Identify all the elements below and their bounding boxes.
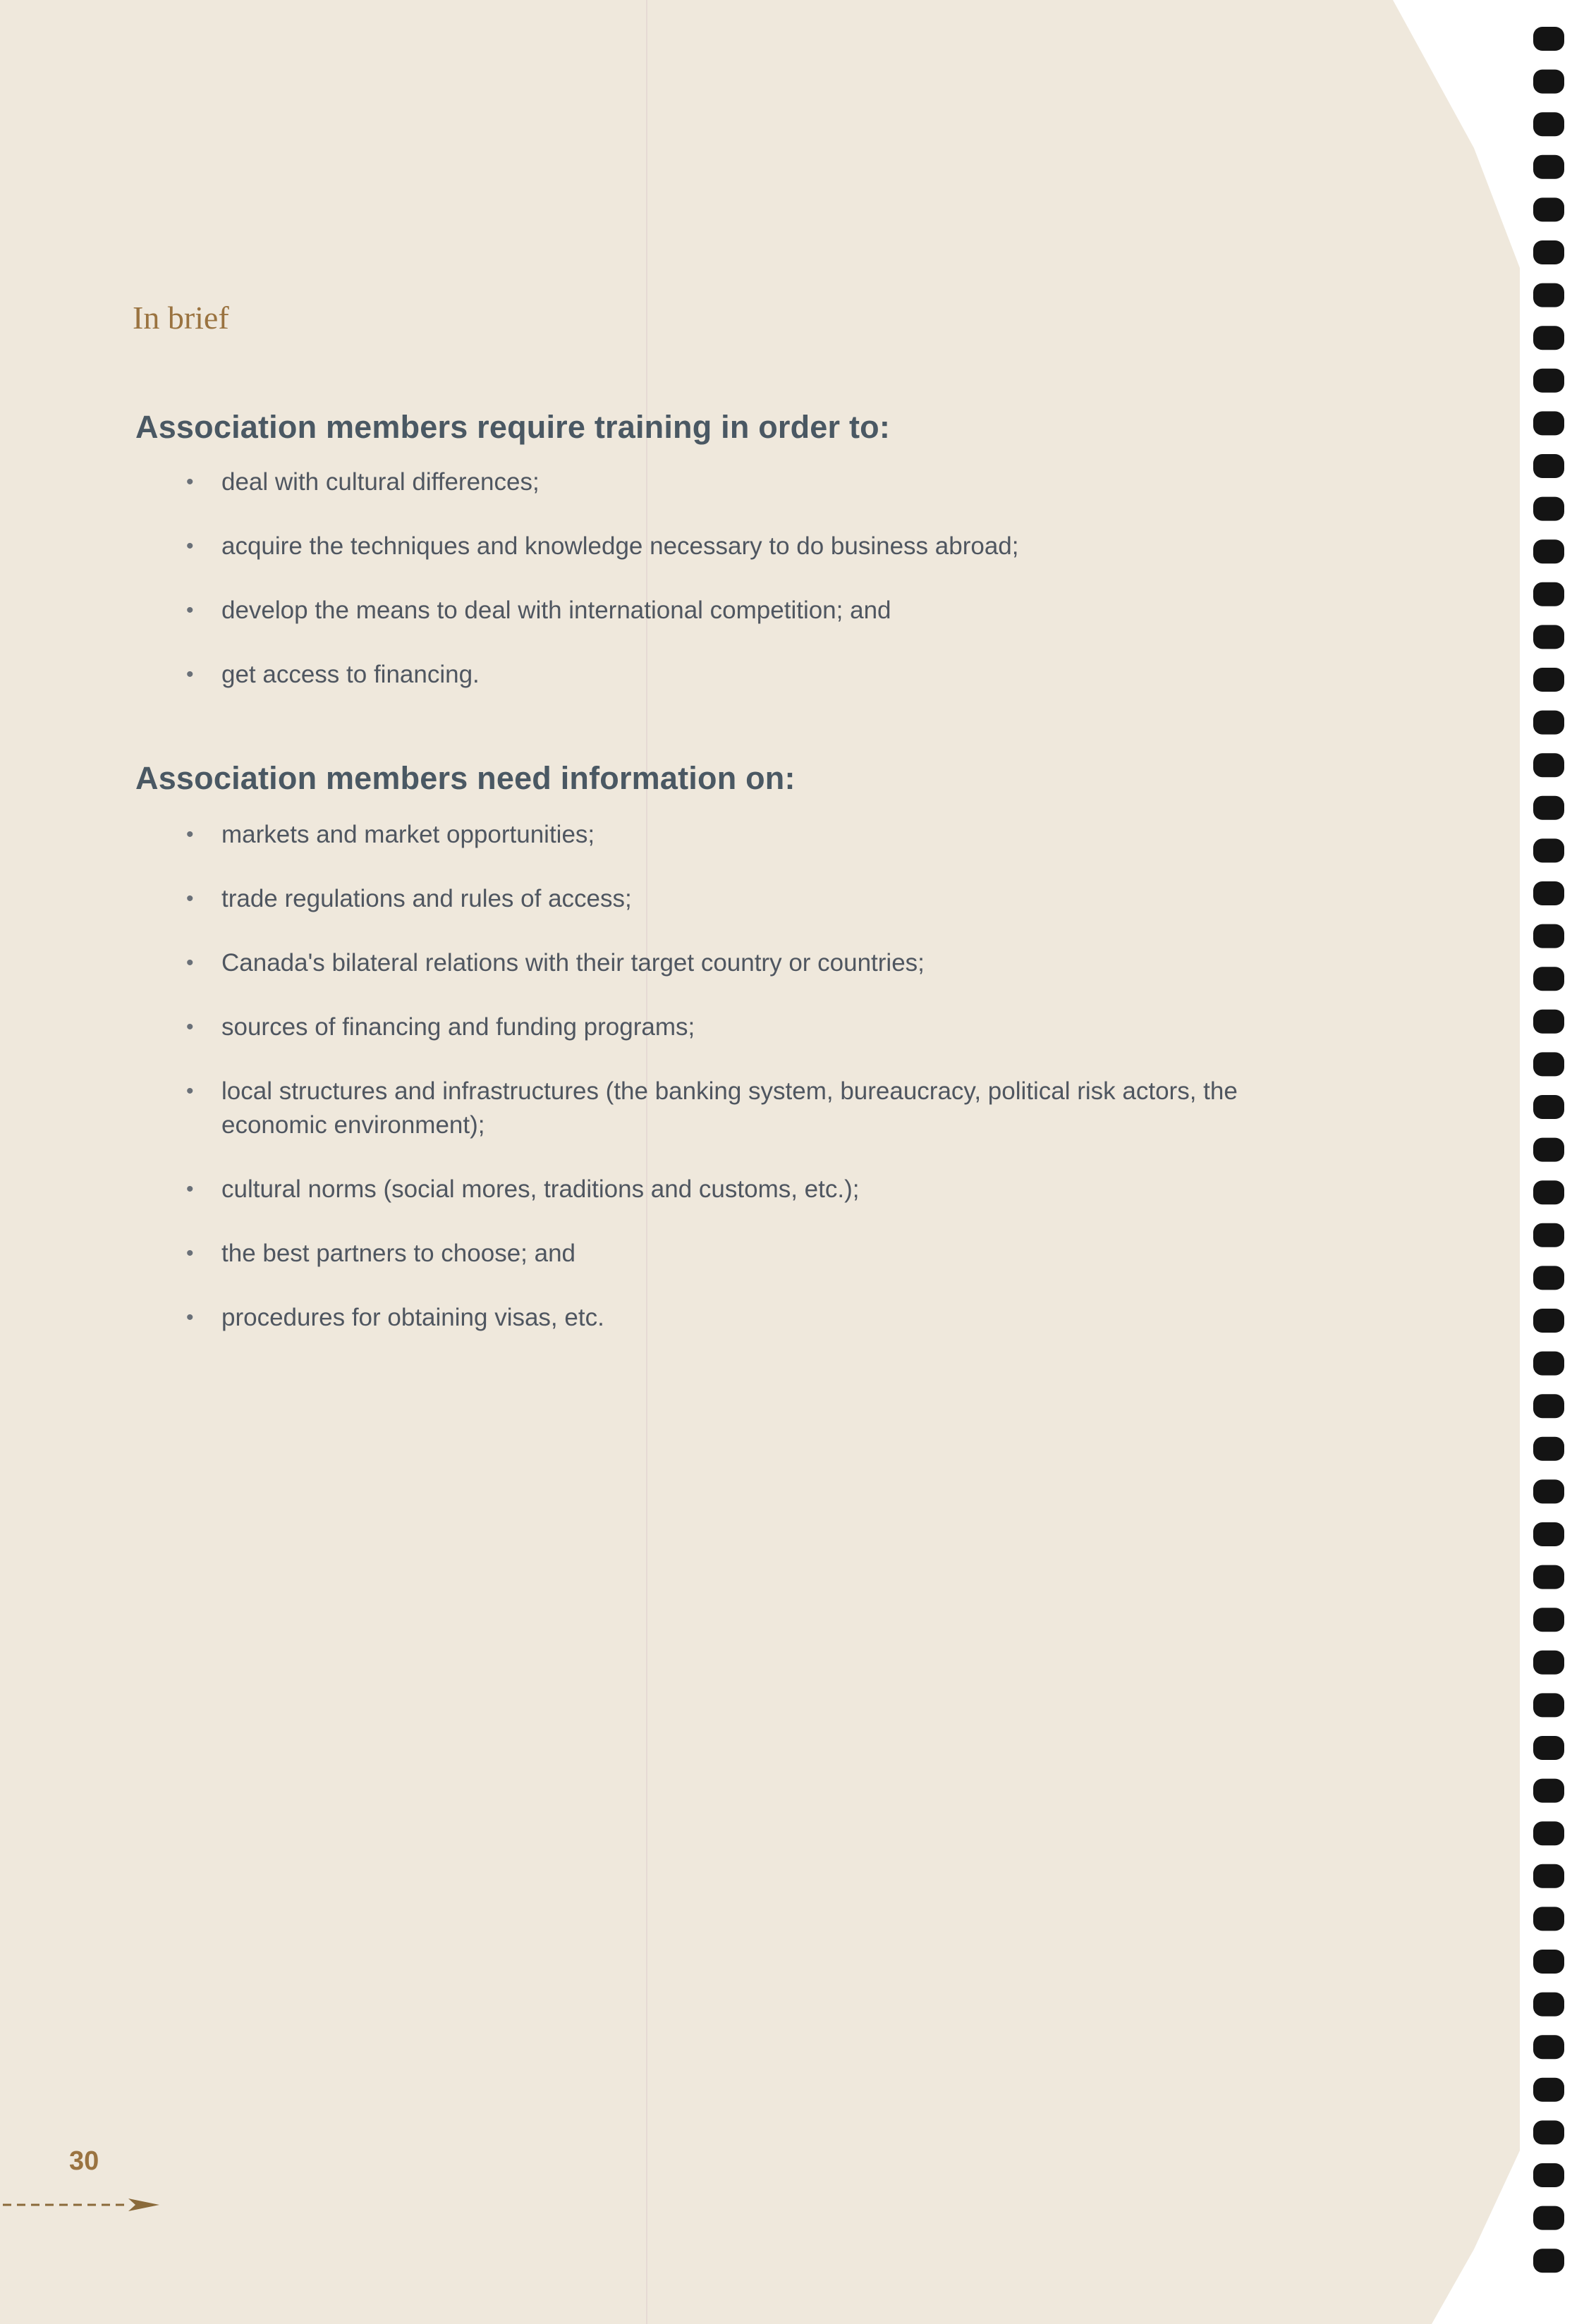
spiral-hole-icon: [1533, 1394, 1564, 1418]
list-item-text: the best partners to choose; and: [221, 1240, 575, 1267]
bullet-dot-icon: •: [186, 1242, 194, 1265]
spiral-hole-icon: [1533, 1095, 1564, 1119]
list-item: [183, 530, 1298, 563]
spiral-hole-icon: [1533, 1479, 1564, 1503]
spiral-hole-icon: [1533, 497, 1564, 521]
spiral-hole-icon: [1533, 711, 1564, 735]
spiral-hole-icon: [1533, 582, 1564, 606]
list-item: [183, 946, 1298, 980]
information-list: [183, 818, 1298, 1365]
list-item: [183, 1075, 1298, 1142]
spiral-hole-icon: [1533, 70, 1564, 94]
spiral-hole-icon: [1533, 1907, 1564, 1931]
bullet-dot-icon: •: [186, 534, 194, 558]
bullet-dot-icon: •: [186, 599, 194, 622]
spiral-hole-icon: [1533, 155, 1564, 179]
spiral-hole-icon: [1533, 924, 1564, 948]
spiral-hole-icon: [1533, 369, 1564, 393]
list-item: [183, 658, 1298, 692]
list-item-text: get access to financing.: [221, 661, 480, 688]
spiral-hole-icon: [1533, 27, 1564, 51]
spiral-hole-icon: [1533, 1608, 1564, 1632]
spiral-hole-icon: [1533, 668, 1564, 692]
spiral-hole-icon: [1533, 2120, 1564, 2144]
spiral-hole-icon: [1533, 1993, 1564, 2017]
spiral-hole-icon: [1533, 1693, 1564, 1717]
spiral-hole-icon: [1533, 2163, 1564, 2187]
spiral-hole-icon: [1533, 967, 1564, 991]
spiral-hole-icon: [1533, 112, 1564, 136]
list-item: [183, 1237, 1298, 1271]
list-item: [183, 465, 1298, 499]
spiral-hole-icon: [1533, 2249, 1564, 2273]
spiral-hole-icon: [1533, 796, 1564, 820]
page-number: 30: [69, 2146, 99, 2176]
spiral-hole-icon: [1533, 1437, 1564, 1461]
spiral-hole-icon: [1533, 283, 1564, 307]
spiral-hole-icon: [1533, 411, 1564, 435]
spiral-hole-icon: [1533, 1223, 1564, 1247]
spiral-hole-icon: [1533, 454, 1564, 478]
spiral-hole-icon: [1533, 1138, 1564, 1162]
list-item-text: acquire the techniques and knowledge necessary to do business abroad;: [221, 532, 1019, 560]
list-item-text: trade regulations and rules of access;: [221, 885, 632, 912]
bullet-dot-icon: •: [186, 887, 194, 910]
spiral-hole-icon: [1533, 1052, 1564, 1076]
bullet-dot-icon: •: [186, 823, 194, 846]
spiral-hole-icon: [1533, 1309, 1564, 1333]
list-item-text: markets and market opportunities;: [221, 821, 595, 848]
bullet-dot-icon: •: [186, 663, 194, 686]
spiral-hole-icon: [1533, 1779, 1564, 1803]
list-item-text: sources of financing and funding programs;: [221, 1013, 695, 1041]
bullet-dot-icon: •: [186, 470, 194, 494]
list-item: [183, 1010, 1298, 1044]
bullet-dot-icon: •: [186, 951, 194, 974]
spiral-hole-icon: [1533, 1352, 1564, 1376]
training-heading: Association members require training in order to:: [135, 409, 891, 445]
bullet-dot-icon: •: [186, 1178, 194, 1201]
spiral-hole-icon: [1533, 1565, 1564, 1589]
spiral-hole-icon: [1533, 197, 1564, 221]
spiral-hole-icon: [1533, 539, 1564, 563]
spiral-hole-icon: [1533, 1736, 1564, 1760]
list-item: [183, 1301, 1298, 1335]
spiral-hole-icon: [1533, 1950, 1564, 1974]
list-item-text: procedures for obtaining visas, etc.: [221, 1304, 604, 1331]
list-item: [183, 882, 1298, 916]
list-item: [183, 1173, 1298, 1206]
bullet-dot-icon: •: [186, 1015, 194, 1039]
list-item-text: cultural norms (social mores, traditions and customs, etc.);: [221, 1175, 860, 1203]
spiral-hole-icon: [1533, 881, 1564, 905]
spiral-hole-icon: [1533, 838, 1564, 862]
spiral-hole-icon: [1533, 240, 1564, 264]
dashed-arrow-icon: [3, 2194, 162, 2215]
spiral-hole-icon: [1533, 2078, 1564, 2102]
spiral-hole-icon: [1533, 753, 1564, 777]
list-item: [183, 594, 1298, 628]
spiral-hole-icon: [1533, 2206, 1564, 2230]
list-item-text: local structures and infrastructures (the banking system, bureaucracy, political risk actors, the economic environment);: [221, 1077, 1238, 1139]
list-item: [183, 818, 1298, 852]
list-item-text: Canada's bilateral relations with their target country or countries;: [221, 949, 925, 977]
list-item-text: develop the means to deal with international competition; and: [221, 597, 891, 624]
spiral-hole-icon: [1533, 1864, 1564, 1888]
list-item-text: deal with cultural differences;: [221, 468, 540, 496]
spiral-binding-holes: [1529, 14, 1571, 2313]
bullet-dot-icon: •: [186, 1306, 194, 1329]
spiral-hole-icon: [1533, 1180, 1564, 1204]
spiral-hole-icon: [1533, 1821, 1564, 1845]
spiral-hole-icon: [1533, 1266, 1564, 1290]
spiral-hole-icon: [1533, 625, 1564, 649]
training-list: [183, 465, 1298, 722]
spiral-hole-icon: [1533, 1522, 1564, 1546]
information-heading: Association members need information on:: [135, 760, 796, 796]
spiral-hole-icon: [1533, 2035, 1564, 2059]
bullet-dot-icon: •: [186, 1080, 194, 1103]
spiral-hole-icon: [1533, 1010, 1564, 1034]
spiral-hole-icon: [1533, 326, 1564, 350]
section-title: In brief: [133, 300, 229, 336]
spiral-hole-icon: [1533, 1651, 1564, 1675]
